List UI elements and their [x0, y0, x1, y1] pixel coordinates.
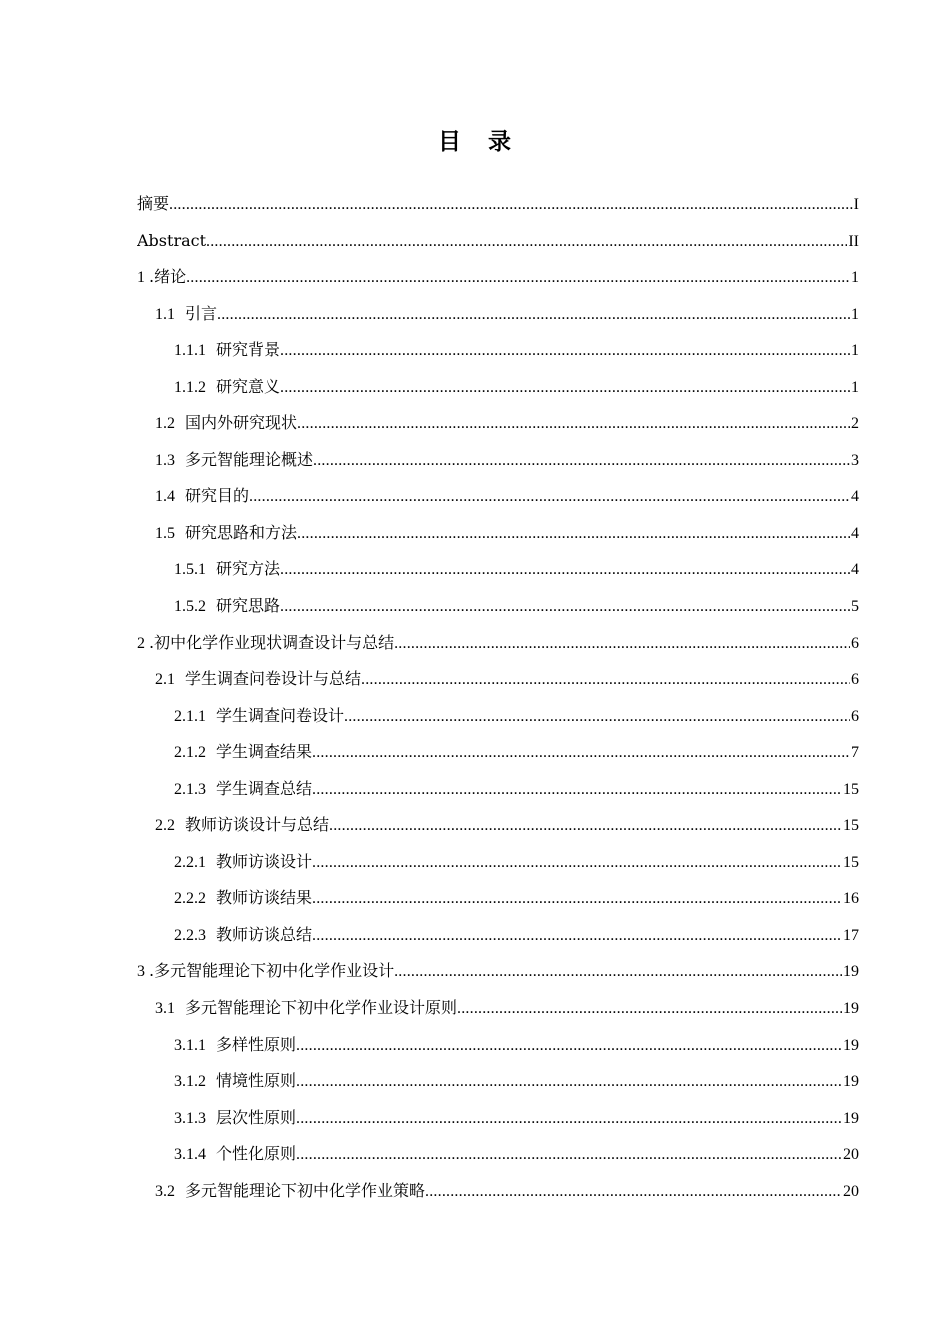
- toc-entry-number: 1.2: [155, 415, 175, 433]
- toc-entry-title: 多样性原则: [216, 1034, 297, 1054]
- toc-dot-leader: [394, 626, 850, 662]
- toc-entry[interactable]: [137, 223, 859, 260]
- toc-entry-number: 2.2.1: [174, 853, 206, 871]
- toc-entry-title: 层次性原则: [216, 1107, 297, 1127]
- toc-entry-page-number: 19: [843, 1000, 859, 1018]
- toc-entry-page-number: 1: [851, 342, 859, 360]
- toc-entry-number: 2.2: [155, 817, 175, 835]
- toc-entry-page-number: 3: [851, 451, 859, 469]
- toc-dot-leader: [217, 297, 850, 333]
- toc-entry-number: 1.1: [155, 305, 175, 323]
- toc-entry-page-number: 5: [851, 598, 859, 616]
- toc-entry[interactable]: [137, 405, 859, 442]
- toc-entry[interactable]: [137, 332, 859, 369]
- toc-dot-leader: [312, 881, 842, 917]
- toc-entry[interactable]: [137, 515, 859, 552]
- toc-entry-page-number: 6: [851, 707, 859, 725]
- toc-dot-leader: [312, 772, 842, 808]
- toc-entry-title: 国内外研究现状: [185, 413, 298, 433]
- toc-entry-number: 3: [137, 963, 145, 981]
- toc-entry[interactable]: [137, 990, 859, 1027]
- toc-entry[interactable]: [137, 1027, 859, 1064]
- toc-entry-title: Abstract: [137, 230, 207, 250]
- toc-entry-page-number: 19: [843, 1073, 859, 1091]
- toc-entry-page-number: 4: [851, 524, 859, 542]
- toc-dot-leader: [280, 552, 850, 588]
- toc-entry-page-number: II: [848, 232, 859, 250]
- toc-entry-number: 2.1.3: [174, 780, 206, 798]
- toc-entry-title: 研究思路和方法: [185, 522, 298, 542]
- toc-dot-leader: [329, 808, 842, 844]
- toc-entry[interactable]: [137, 661, 859, 698]
- toc-entry-page-number: 15: [843, 780, 859, 798]
- toc-entry-title: 研究意义: [216, 376, 281, 396]
- toc-entry-title: 教师访谈设计: [216, 851, 313, 871]
- toc-dot-leader: [186, 260, 850, 296]
- toc-entry-number: 3.1.3: [174, 1109, 206, 1127]
- title-char: 目: [438, 129, 462, 155]
- toc-dot-leader: [344, 699, 850, 735]
- toc-entry[interactable]: [137, 551, 859, 588]
- toc-entry-number: 2.1: [155, 671, 175, 689]
- toc-dot-leader: [249, 479, 850, 515]
- toc-entry[interactable]: [137, 259, 859, 296]
- toc-entry-title: 摘要: [137, 194, 170, 213]
- toc-dot-leader: [361, 662, 850, 698]
- toc-entry[interactable]: [137, 734, 859, 771]
- toc-entry[interactable]: [137, 917, 859, 954]
- toc-entry[interactable]: [137, 844, 859, 881]
- toc-entry-title: 教师访谈总结: [216, 924, 313, 944]
- toc-dot-leader: [296, 1028, 842, 1064]
- toc-entry-title: 多元智能理论概述: [185, 449, 314, 469]
- toc-entry[interactable]: [137, 1063, 859, 1100]
- toc-entry-title: 学生调查问卷设计与总结: [185, 669, 362, 689]
- toc-entry-title: 研究方法: [216, 559, 281, 579]
- table-of-contents: [137, 186, 859, 1209]
- toc-entry-page-number: 15: [843, 853, 859, 871]
- toc-entry[interactable]: [137, 1136, 859, 1173]
- toc-entry[interactable]: [137, 442, 859, 479]
- toc-dot-leader: [394, 954, 842, 990]
- toc-dot-leader: [169, 187, 853, 223]
- toc-entry-title: 学生调查问卷设计: [216, 705, 345, 725]
- toc-entry-page-number: 1: [851, 269, 859, 287]
- toc-entry[interactable]: [137, 771, 859, 808]
- toc-dot-leader: [297, 516, 850, 552]
- toc-entry[interactable]: [137, 478, 859, 515]
- toc-dot-leader: [280, 589, 850, 625]
- toc-dot-leader: [457, 991, 842, 1027]
- toc-dot-leader: [296, 1064, 842, 1100]
- toc-entry[interactable]: [137, 880, 859, 917]
- toc-dot-leader: [312, 735, 850, 771]
- toc-entry-page-number: 20: [843, 1146, 859, 1164]
- toc-entry-number: 1.5: [155, 524, 175, 542]
- toc-entry-number: 1: [137, 269, 145, 287]
- toc-dot-leader: [312, 918, 842, 954]
- toc-entry-number: 3.1: [155, 1000, 175, 1018]
- toc-entry-number: 1.1.1: [174, 342, 206, 360]
- toc-entry-page-number: 6: [851, 671, 859, 689]
- toc-entry-page-number: 17: [843, 926, 859, 944]
- toc-dot-leader: [296, 1137, 842, 1173]
- toc-entry-number: 1.1.2: [174, 378, 206, 396]
- toc-entry-number: 1.3: [155, 451, 175, 469]
- toc-dot-leader: [425, 1174, 842, 1210]
- toc-entry-page-number: 15: [843, 817, 859, 835]
- toc-entry-title: 教师访谈结果: [216, 888, 313, 908]
- toc-entry[interactable]: [137, 369, 859, 406]
- toc-entry-title: 个性化原则: [216, 1144, 297, 1164]
- toc-entry[interactable]: [137, 1100, 859, 1137]
- toc-entry-title: 研究思路: [216, 596, 281, 616]
- toc-entry-page-number: 20: [843, 1182, 859, 1200]
- toc-entry-number: 3.2: [155, 1182, 175, 1200]
- toc-entry-number: 1.5.1: [174, 561, 206, 579]
- toc-entry[interactable]: [137, 698, 859, 735]
- toc-entry-page-number: 2: [851, 415, 859, 433]
- toc-entry-number: 3.1.2: [174, 1073, 206, 1091]
- toc-entry[interactable]: [137, 296, 859, 333]
- toc-entry-number: 1.5.2: [174, 598, 206, 616]
- toc-entry[interactable]: [137, 625, 859, 662]
- toc-entry-title: 教师访谈设计与总结: [185, 815, 330, 835]
- toc-entry-title: .初中化学作业现状调查设计与总结: [149, 632, 395, 652]
- toc-entry-page-number: 19: [843, 963, 859, 981]
- toc-dot-leader: [297, 406, 850, 442]
- toc-entry[interactable]: [137, 953, 859, 990]
- title-char: 录: [488, 129, 512, 155]
- toc-entry-page-number: 19: [843, 1036, 859, 1054]
- toc-entry-page-number: I: [853, 196, 859, 213]
- toc-entry-page-number: 1: [851, 305, 859, 323]
- toc-dot-leader: [296, 1101, 842, 1137]
- toc-dot-leader: [313, 443, 850, 479]
- toc-entry-title: 学生调查总结: [216, 778, 313, 798]
- toc-dot-leader: [280, 370, 850, 406]
- toc-entry-number: 2.1.2: [174, 744, 206, 762]
- toc-entry[interactable]: [137, 186, 859, 223]
- toc-entry-page-number: 6: [851, 634, 859, 652]
- toc-entry-title: .多元智能理论下初中化学作业设计: [149, 961, 395, 981]
- toc-entry-title: .绪论: [149, 267, 187, 287]
- toc-entry-page-number: 1: [851, 378, 859, 396]
- toc-entry-number: 2.2.2: [174, 890, 206, 908]
- toc-entry-number: 2.2.3: [174, 926, 206, 944]
- toc-entry-title: 引言: [185, 303, 218, 323]
- toc-entry-page-number: 4: [851, 488, 859, 506]
- toc-entry-title: 学生调查结果: [216, 742, 313, 762]
- toc-entry-title: 情境性原则: [216, 1071, 297, 1091]
- toc-entry[interactable]: [137, 1173, 859, 1210]
- toc-entry[interactable]: [137, 807, 859, 844]
- toc-entry[interactable]: [137, 588, 859, 625]
- toc-entry-page-number: 7: [851, 744, 859, 762]
- toc-dot-leader: [280, 333, 850, 369]
- toc-entry-number: 3.1.4: [174, 1146, 206, 1164]
- toc-entry-title: 研究目的: [185, 486, 250, 506]
- toc-dot-leader: [312, 845, 842, 881]
- toc-entry-number: 2: [137, 634, 145, 652]
- toc-entry-number: 1.4: [155, 488, 175, 506]
- toc-entry-title: 多元智能理论下初中化学作业策略: [185, 1180, 426, 1200]
- toc-entry-number: 2.1.1: [174, 707, 206, 725]
- toc-entry-title: 研究背景: [216, 340, 281, 360]
- toc-entry-page-number: 4: [851, 561, 859, 579]
- toc-entry-page-number: 19: [843, 1109, 859, 1127]
- toc-entry-page-number: 16: [843, 890, 859, 908]
- toc-entry-number: 3.1.1: [174, 1036, 206, 1054]
- page-title: [0, 124, 950, 160]
- toc-entry-title: 多元智能理论下初中化学作业设计原则: [185, 998, 458, 1018]
- toc-dot-leader: [206, 224, 847, 260]
